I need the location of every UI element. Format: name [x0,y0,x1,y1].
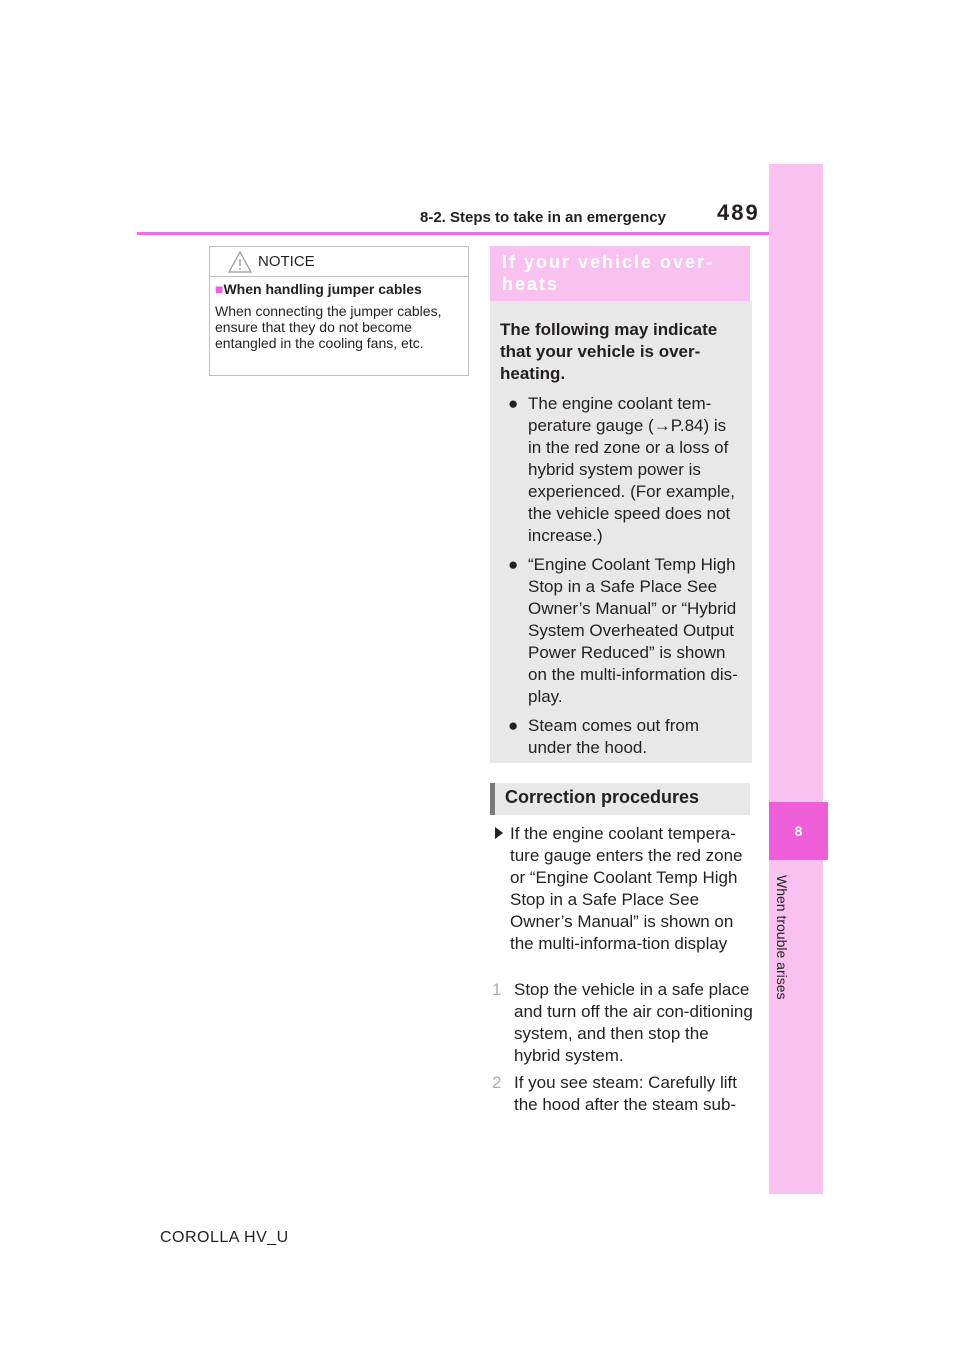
bullet-dot-icon: ● [508,394,519,413]
list-item [500,393,742,547]
notice-label: NOTICE [258,253,315,270]
chapter-label [770,875,792,1025]
notice-body: When connecting the jumper cables, ensure that they do not become entangled in the cooling fans, etc. [215,303,442,351]
list-item [500,554,742,708]
correction-heading: Correction procedures [490,783,750,815]
square-bullet-icon: ■ [215,281,224,297]
bullet-dot-icon: ● [508,555,519,574]
warning-triangle-icon [227,250,253,274]
correction-condition [490,823,755,955]
step-number: 1 [492,980,502,999]
notice-box [209,246,469,376]
section-title: 8-2. Steps to take in an emergency [420,209,666,226]
footer-model: COROLLA HV_U [160,1229,289,1246]
notice-header [210,247,468,277]
bullet-dot-icon: ● [508,716,519,735]
chapter-number: 8 [769,802,828,860]
chapter-label-text: When trouble arises [774,875,790,1000]
chapter-side-tab [769,164,823,1194]
overheat-symptoms-box [490,301,752,763]
step-text: Stop the vehicle in a safe place and turn off the air con-ditioning system, and then stop the hybrid system. [514,980,753,1065]
list-item-text: The engine coolant tem-perature gauge (→P.84) is in the red zone or a loss of hybrid system power is experienced. (For example, the vehicle speed does not increase.) [528,394,735,545]
list-item-text: Steam comes out from under the hood. [528,716,700,757]
step-item [490,1072,755,1116]
overheat-heading-line1: If your vehicle over- [502,252,715,272]
page-number: 489 [717,200,760,225]
overheat-heading [490,246,750,301]
step-number: 2 [492,1073,502,1092]
step-text: If you see steam: Carefully lift the hood after the steam sub- [514,1073,737,1114]
arrow-bullet-icon [495,827,503,839]
list-item-text: “Engine Coolant Temp High Stop in a Safe Place See Owner’s Manual” or “Hybrid System Overheated Output Power Reduced” is shown on the multi-information dis-play. [528,555,738,706]
step-item [490,979,755,1067]
correction-condition-text: If the engine coolant tempera-ture gauge enters the red zone or “Engine Coolant Temp High Stop in a Safe Place See Owner’s Manual” is shown on the multi-informa-tion display [510,824,743,953]
list-item [500,715,742,759]
overheat-lead: The following may indicate that your vehicle is over-heating. [500,320,718,383]
notice-subheading-text: When handling jumper cables [223,281,422,297]
overheat-heading-line2: heats [502,274,560,294]
notice-subheading [215,281,422,297]
header-divider [137,232,769,235]
